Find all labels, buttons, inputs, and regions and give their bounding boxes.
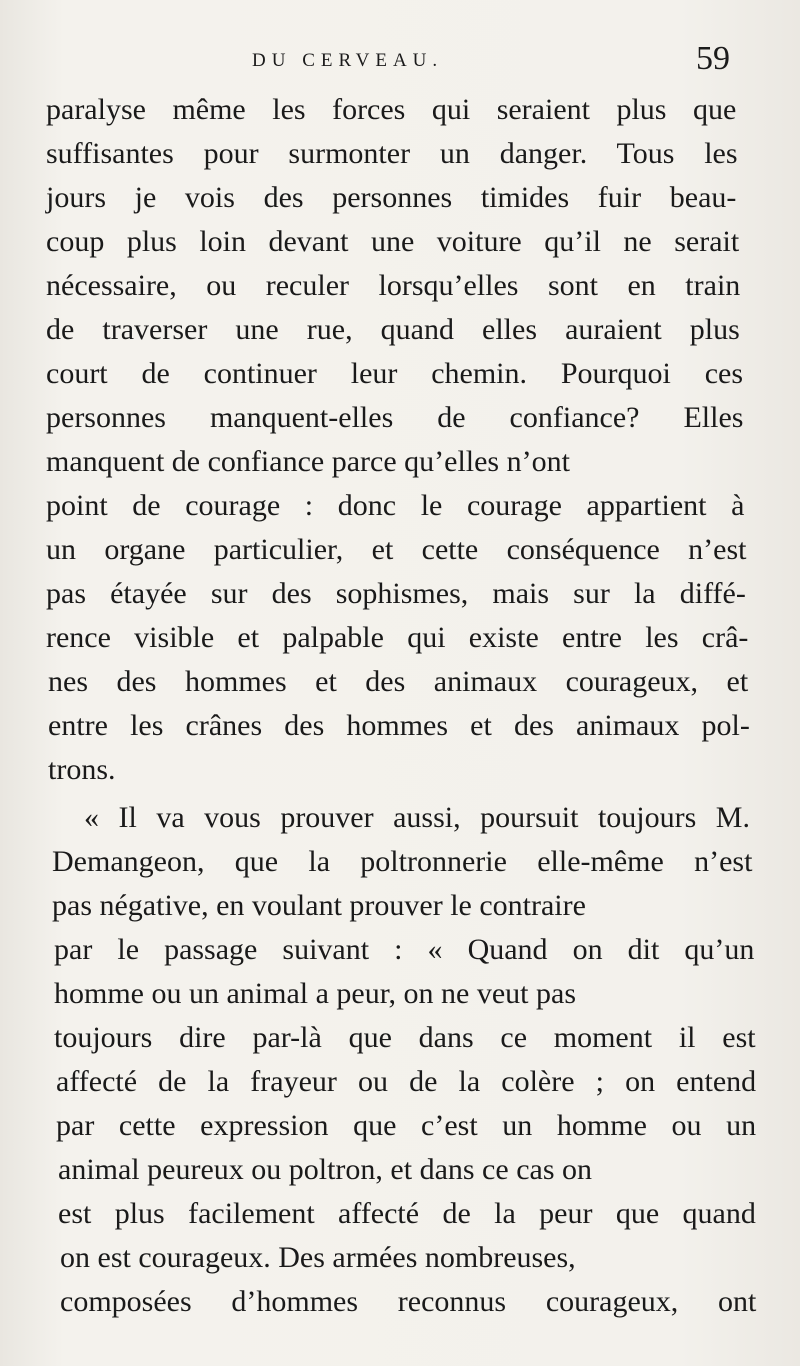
text-line: par le passage suivant : « Quand on dit qu’un bbox=[54, 933, 755, 966]
text-line: un organe particulier, et cette conséquence n’est bbox=[46, 533, 747, 566]
text-line: par cette expression que c’est un homme ou un bbox=[56, 1109, 757, 1142]
text-line: homme ou un animal a peur, on ne veut pas bbox=[54, 977, 576, 1010]
text-line: affecté de la frayeur ou de la colère ; on entend bbox=[56, 1065, 757, 1098]
text-line: nécessaire, ou reculer lorsqu’elles sont en train bbox=[46, 269, 741, 302]
text-line: manquent de confiance parce qu’elles n’ont bbox=[46, 445, 570, 478]
text-line: pas négative, en voulant prouver le contraire bbox=[52, 889, 586, 922]
text-line: paralyse même les forces qui seraient plus que bbox=[46, 93, 737, 126]
text-line: jours je vois des personnes timides fuir beau- bbox=[46, 181, 737, 214]
text-line: court de continuer leur chemin. Pourquoi ces bbox=[46, 357, 744, 390]
text-line: est plus facilement affecté de la peur que quand bbox=[58, 1197, 756, 1230]
text-line: rence visible et palpable qui existe entre les crâ- bbox=[46, 621, 749, 654]
text-line: nes des hommes et des animaux courageux, et bbox=[48, 665, 749, 698]
text-line: de traverser une rue, quand elles auraient plus bbox=[46, 313, 740, 346]
text-line: point de courage : donc le courage appartient à bbox=[46, 489, 745, 522]
text-line: composées d’hommes reconnus courageux, ont bbox=[60, 1285, 757, 1318]
text-line: entre les crânes des hommes et des animaux pol- bbox=[48, 709, 750, 742]
text-line: toujours dire par-là que dans ce moment il est bbox=[54, 1021, 756, 1054]
text-line: trons. bbox=[48, 753, 116, 786]
text-line: pas étayée sur des sophismes, mais sur la diffé- bbox=[46, 577, 746, 610]
text-line: on est courageux. Des armées nombreuses, bbox=[60, 1241, 576, 1274]
page-number: 59 bbox=[696, 40, 730, 77]
text-line: « Il va vous prouver aussi, poursuit toujours M. bbox=[84, 801, 750, 834]
text-line: personnes manquent-elles de confiance? Elles bbox=[46, 401, 744, 434]
text-line: animal peureux ou poltron, et dans ce cas on bbox=[58, 1153, 592, 1186]
text-line: suffisantes pour surmonter un danger. Tous les bbox=[46, 137, 738, 170]
text-line: Demangeon, que la poltronnerie elle-même n’est bbox=[52, 845, 753, 878]
text-line: coup plus loin devant une voiture qu’il ne serait bbox=[46, 225, 740, 258]
running-head: DU CERVEAU. bbox=[252, 50, 444, 71]
